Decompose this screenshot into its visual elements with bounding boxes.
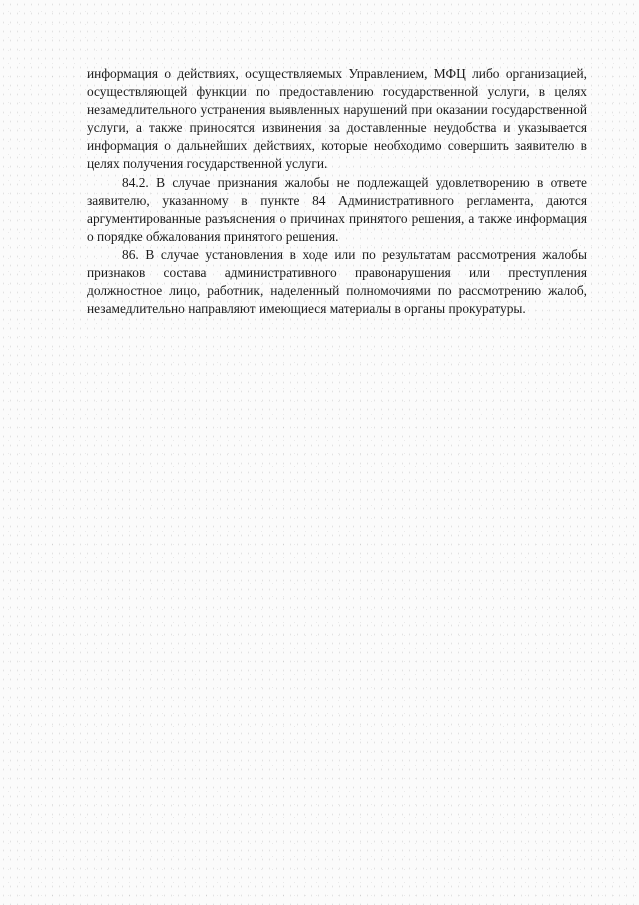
document-body [87, 65, 587, 318]
paragraph-continuation: информация о действиях, осуществляемых Управлением, МФЦ либо организацией, осуществляющей функции по предоставлению государственной услуги, в целях незамедлительного устранения выявленных нарушений при оказании государственной услуги, а также приносятся извинения за доставленные неудобства и указывается информация о дальнейших действиях, которые необходимо совершить заявителю в целях получения государственной услуги. [87, 66, 587, 172]
paragraph-86: 86. В случае установления в ходе или по результатам рассмотрения жалобы признаков состава административного правонарушения или преступления должностное лицо, работник, наделенный полномочиями по рассмотрению жалоб, незамедлительно направляют имеющиеся материалы в органы прокуратуры. [87, 246, 587, 317]
paragraph-84-2: 84.2. В случае признания жалобы не подлежащей удовлетворению в ответе заявителю, указанному в пункте 84 Административного регламента, даются аргументированные разъяснения о причинах принятого решения, а также информация о порядке обжалования принятого решения. [87, 174, 587, 244]
